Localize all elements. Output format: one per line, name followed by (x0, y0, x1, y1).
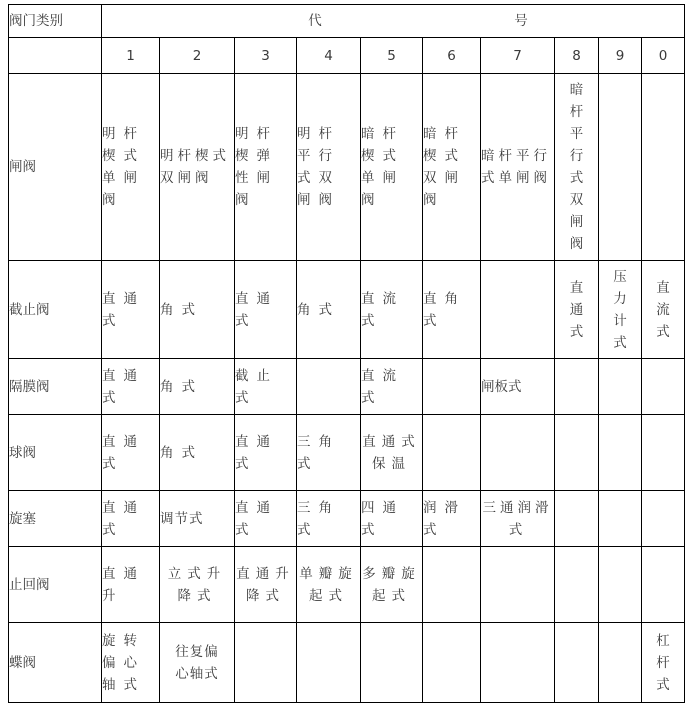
table-cell (642, 415, 685, 491)
table-cell: 明杆楔式单闸阀 (102, 74, 160, 261)
table-cell: 暗杆楔式单闸阀 (361, 74, 423, 261)
table-row-gate-valve (9, 74, 685, 261)
empty-cell (9, 38, 102, 74)
table-cell: 截止式 (235, 359, 297, 415)
code-3: 3 (235, 38, 297, 74)
table-cell: 直通式 (235, 491, 297, 547)
table-cell (481, 623, 555, 703)
table-cell: 直通式 (102, 491, 160, 547)
code-7: 7 (481, 38, 555, 74)
table-row-globe-valve (9, 261, 685, 359)
table-cell: 直流式 (361, 261, 423, 359)
table-cell: 直通式 (102, 359, 160, 415)
valve-type-code-table (8, 4, 685, 703)
table-cell (599, 415, 642, 491)
table-cell: 明杆楔弹性闸阀 (235, 74, 297, 261)
code-1: 1 (102, 38, 160, 74)
table-row-butterfly-valve (9, 623, 685, 703)
table-cell: 旋转偏心轴式 (102, 623, 160, 703)
table-cell (423, 415, 481, 491)
table-cell (423, 359, 481, 415)
table-cell (599, 74, 642, 261)
table-row-plug-valve (9, 491, 685, 547)
table-cell (555, 415, 599, 491)
table-cell: 角式 (297, 261, 361, 359)
table-cell: 多瓣旋起式 (361, 547, 423, 623)
table-cell-text: 暗杆平行式双闸阀 (569, 82, 584, 252)
table-cell: 直通式 (102, 261, 160, 359)
code-header-left: 代 (308, 13, 322, 29)
table-cell: 角式 (160, 415, 235, 491)
table-cell (555, 623, 599, 703)
table-cell (642, 261, 685, 359)
code-header-right: 号 (514, 13, 528, 29)
code-8: 8 (555, 38, 599, 74)
table-cell: 明杆平行式双闸阀 (297, 74, 361, 261)
table-cell: 直通式 (102, 415, 160, 491)
table-cell (642, 491, 685, 547)
table-row-diaphragm-valve (9, 359, 685, 415)
table-cell (599, 261, 642, 359)
row-category: 止回阀 (9, 547, 102, 623)
table-cell: 明杆楔式双闸阀 (160, 74, 235, 261)
table-cell (642, 547, 685, 623)
table-cell (481, 547, 555, 623)
table-cell (555, 491, 599, 547)
row-category: 隔膜阀 (9, 359, 102, 415)
table-cell: 单瓣旋起式 (297, 547, 361, 623)
code-5: 5 (361, 38, 423, 74)
table-row-ball-valve (9, 415, 685, 491)
table-cell: 三角式 (297, 415, 361, 491)
table-cell-text: 直流式 (656, 279, 670, 340)
table-cell: 直通式保温 (361, 415, 423, 491)
table-cell (297, 359, 361, 415)
row-category: 蝶阀 (9, 623, 102, 703)
table-cell (642, 623, 685, 703)
table-cell (599, 491, 642, 547)
table-cell: 直流式 (361, 359, 423, 415)
code-0: 0 (642, 38, 685, 74)
table-cell (555, 547, 599, 623)
code-header (102, 5, 685, 38)
table-cell: 四通式 (361, 491, 423, 547)
table-cell: 直角式 (423, 261, 481, 359)
table-cell: 角式 (160, 359, 235, 415)
table-cell (297, 623, 361, 703)
table-cell-text: 杠杆式 (656, 632, 670, 693)
table-cell (423, 623, 481, 703)
table-cell (481, 261, 555, 359)
table-cell (361, 623, 423, 703)
table-cell: 暗杆平行式单闸阀 (481, 74, 555, 261)
table-cell: 直通升 (102, 547, 160, 623)
row-category: 截止阀 (9, 261, 102, 359)
header-row (9, 5, 685, 38)
table-cell: 往复偏心轴式 (160, 623, 235, 703)
code-9: 9 (599, 38, 642, 74)
row-category: 旋塞 (9, 491, 102, 547)
table-cell: 直通升降式 (235, 547, 297, 623)
table-cell (555, 359, 599, 415)
table-cell (423, 547, 481, 623)
table-cell (481, 415, 555, 491)
code-number-row (9, 38, 685, 74)
row-category: 闸阀 (9, 74, 102, 261)
table-cell: 直通式 (235, 261, 297, 359)
table-cell: 闸板式 (481, 359, 555, 415)
row-category: 球阀 (9, 415, 102, 491)
table-cell (599, 359, 642, 415)
code-6: 6 (423, 38, 481, 74)
table-cell (555, 261, 599, 359)
table-cell: 立式升降式 (160, 547, 235, 623)
table-cell (642, 359, 685, 415)
table-cell: 调节式 (160, 491, 235, 547)
table-cell: 暗杆楔式双闸阀 (423, 74, 481, 261)
table-cell (599, 547, 642, 623)
table-cell: 直通式 (235, 415, 297, 491)
table-cell-text: 直通式 (569, 279, 584, 340)
table-cell (599, 623, 642, 703)
code-4: 4 (297, 38, 361, 74)
table-cell: 角式 (160, 261, 235, 359)
table-cell (642, 74, 685, 261)
corner-label: 阀门类别 (9, 5, 102, 38)
code-2: 2 (160, 38, 235, 74)
table-cell (555, 74, 599, 261)
table-row-check-valve (9, 547, 685, 623)
table-cell-text: 压力计式 (613, 268, 627, 351)
table-cell: 润滑式 (423, 491, 481, 547)
table-cell: 三通润滑式 (481, 491, 555, 547)
table-cell: 三角式 (297, 491, 361, 547)
table-cell (235, 623, 297, 703)
